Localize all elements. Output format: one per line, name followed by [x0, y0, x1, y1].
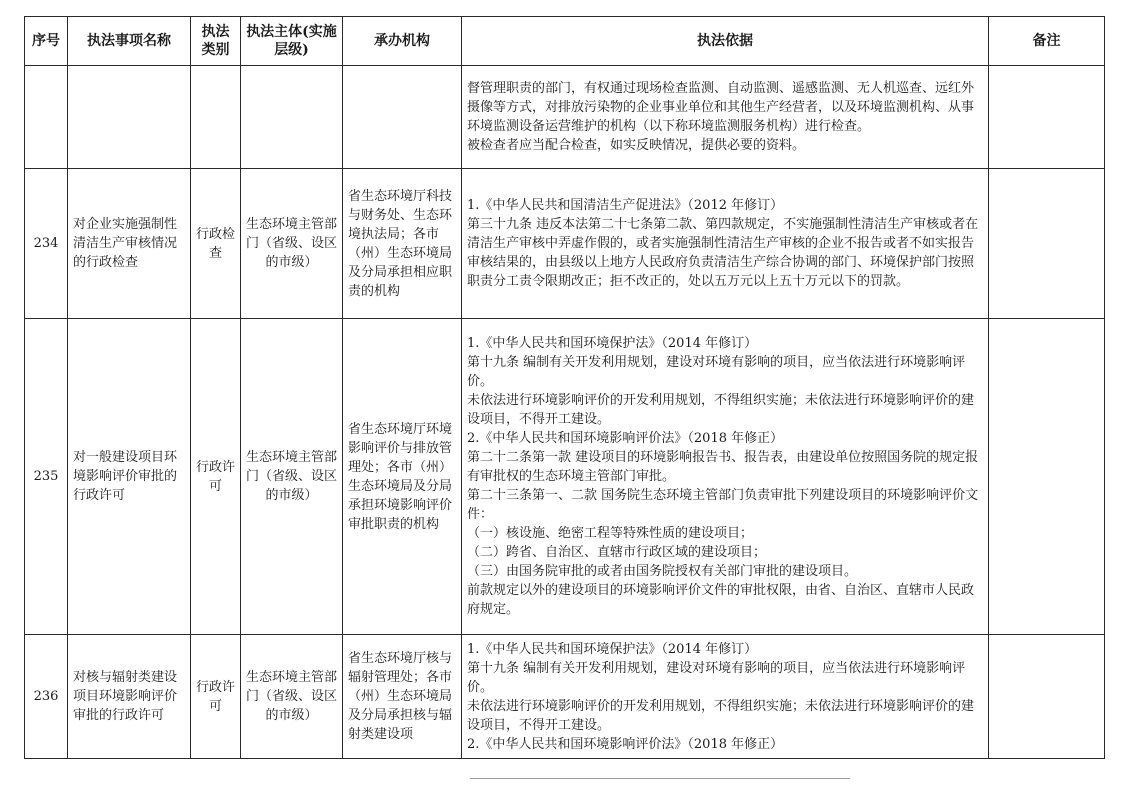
header-subject: 执法主体(实施层级) [241, 17, 343, 66]
row-seq: 234 [25, 169, 68, 319]
row-remark [989, 169, 1105, 319]
basis-line: 1.《中华人民共和国清洁生产促进法》（2012 年修订） [467, 198, 784, 213]
header-row [25, 17, 1105, 66]
basis-line: 2.《中华人民共和国环境影响评价法》（2018 年修正） [467, 431, 784, 446]
row-category: 行政许可 [191, 635, 241, 759]
basis-line: 第二十二条第一款 建设项目的环境影响报告书、报告表，由建设单位按照国务院的规定报有审批权的生态环境主管部门审批。 [467, 450, 979, 484]
page-bottom-rule [470, 778, 850, 779]
row-org: 省生态环境厅环境影响评价与排放管理处；各市（州）生态环境局及分局承担环境影响评价审批职责的机构 [343, 319, 462, 635]
row-org [343, 66, 462, 169]
basis-line: （三）由国务院审批的或者由国务院授权有关部门审批的建设项目。 [467, 564, 858, 579]
row-org: 省生态环境厅科技与财务处、生态环境执法局；各市（州）生态环境局及分局承担相应职责的机构 [343, 169, 462, 319]
header-seq: 序号 [25, 17, 68, 66]
row-category: 行政检查 [191, 169, 241, 319]
row-category [191, 66, 241, 169]
row-seq [25, 66, 68, 169]
basis-line: 1.《中华人民共和国环境保护法》（2014 年修订） [467, 641, 758, 657]
basis-line: 未依法进行环境影响评价的开发利用规划，不得组织实施；未依法进行环境影响评价的建设项目，不得开工建设。 [467, 698, 975, 733]
basis-line: 1.《中华人民共和国环境保护法》（2014 年修订） [467, 336, 758, 351]
header-category: 执法类别 [191, 17, 241, 66]
row-name [68, 66, 191, 169]
row-remark [989, 66, 1105, 169]
row-remark [989, 319, 1105, 635]
row-subject [241, 66, 343, 169]
row-name: 对企业实施强制性清洁生产审核情况的行政检查 [68, 169, 191, 319]
row-basis [462, 66, 989, 169]
table-row [25, 66, 1105, 169]
table-row [25, 319, 1105, 635]
row-subject: 生态环境主管部门（省级、设区的市级） [241, 319, 343, 635]
row-org: 省生态环境厅核与辐射管理处；各市（州）生态环境局及分局承担核与辐射类建设项 [343, 635, 462, 759]
row-basis [462, 635, 989, 759]
row-basis [462, 319, 989, 635]
row-basis [462, 169, 989, 319]
basis-line: 第十九条 编制有关开发利用规划，建设对环境有影响的项目，应当依法进行环境影响评价。 [467, 355, 966, 389]
basis-line: 未依法进行环境影响评价的开发利用规划，不得组织实施；未依法进行环境影响评价的建设项目，不得开工建设。 [467, 393, 975, 427]
header-org: 承办机构 [343, 17, 462, 66]
row-remark [989, 635, 1105, 759]
basis-line: （二）跨省、自治区、直辖市行政区域的建设项目； [467, 545, 767, 560]
basis-line: 第三十九条 违反本法第二十七条第二款、第四款规定，不实施强制性清洁生产审核或者在清洁生产审核中弄虚作假的，或者实施强制性清洁生产审核的企业不报告或者不如实报告审核结果的，由县级以上地方人民政府负责清洁生产综合协调的部门、环境保护部门按照职责分工责令限期改正；拒不改正的，处以五万元以上五十万元以下的罚款。 [467, 217, 979, 289]
basis-line: 第十九条 编制有关开发利用规划，建设对环境有影响的项目，应当依法进行环境影响评价。 [467, 660, 966, 695]
table-row [25, 169, 1105, 319]
row-subject: 生态环境主管部门（省级、设区的市级） [241, 635, 343, 759]
table-row [25, 635, 1105, 759]
basis-line: 督管理职责的部门，有权通过现场检查监测、自动监测、遥感监测、无人机巡查、远红外摄像等方式，对排放污染物的企业事业单位和其他生产经营者，以及环境监测机构、从事环境监测设备运营维护的机构（以下称环境监测服务机构）进行检查。 [467, 81, 975, 134]
enforcement-table [24, 16, 1105, 759]
header-name: 执法事项名称 [68, 17, 191, 66]
row-subject: 生态环境主管部门（省级、设区的市级） [241, 169, 343, 319]
basis-line: 前款规定以外的建设项目的环境影响评价文件的审批权限，由省、自治区、直辖市人民政府规定。 [467, 583, 975, 617]
row-seq: 236 [25, 635, 68, 759]
row-category: 行政许可 [191, 319, 241, 635]
header-basis: 执法依据 [462, 17, 989, 66]
row-name: 对核与辐射类建设项目环境影响评价审批的行政许可 [68, 635, 191, 759]
row-name: 对一般建设项目环境影响评价审批的行政许可 [68, 319, 191, 635]
basis-line: 被检查者应当配合检查，如实反映情况，提供必要的资料。 [467, 138, 806, 153]
basis-line: （一）核设施、绝密工程等特殊性质的建设项目； [467, 526, 754, 541]
header-remark: 备注 [989, 17, 1105, 66]
basis-line: 2.《中华人民共和国环境影响评价法》（2018 年修正） [467, 736, 784, 752]
basis-line: 第二十三条第一、二款 国务院生态环境主管部门负责审批下列建设项目的环境影响评价文件： [467, 488, 979, 522]
row-seq: 235 [25, 319, 68, 635]
